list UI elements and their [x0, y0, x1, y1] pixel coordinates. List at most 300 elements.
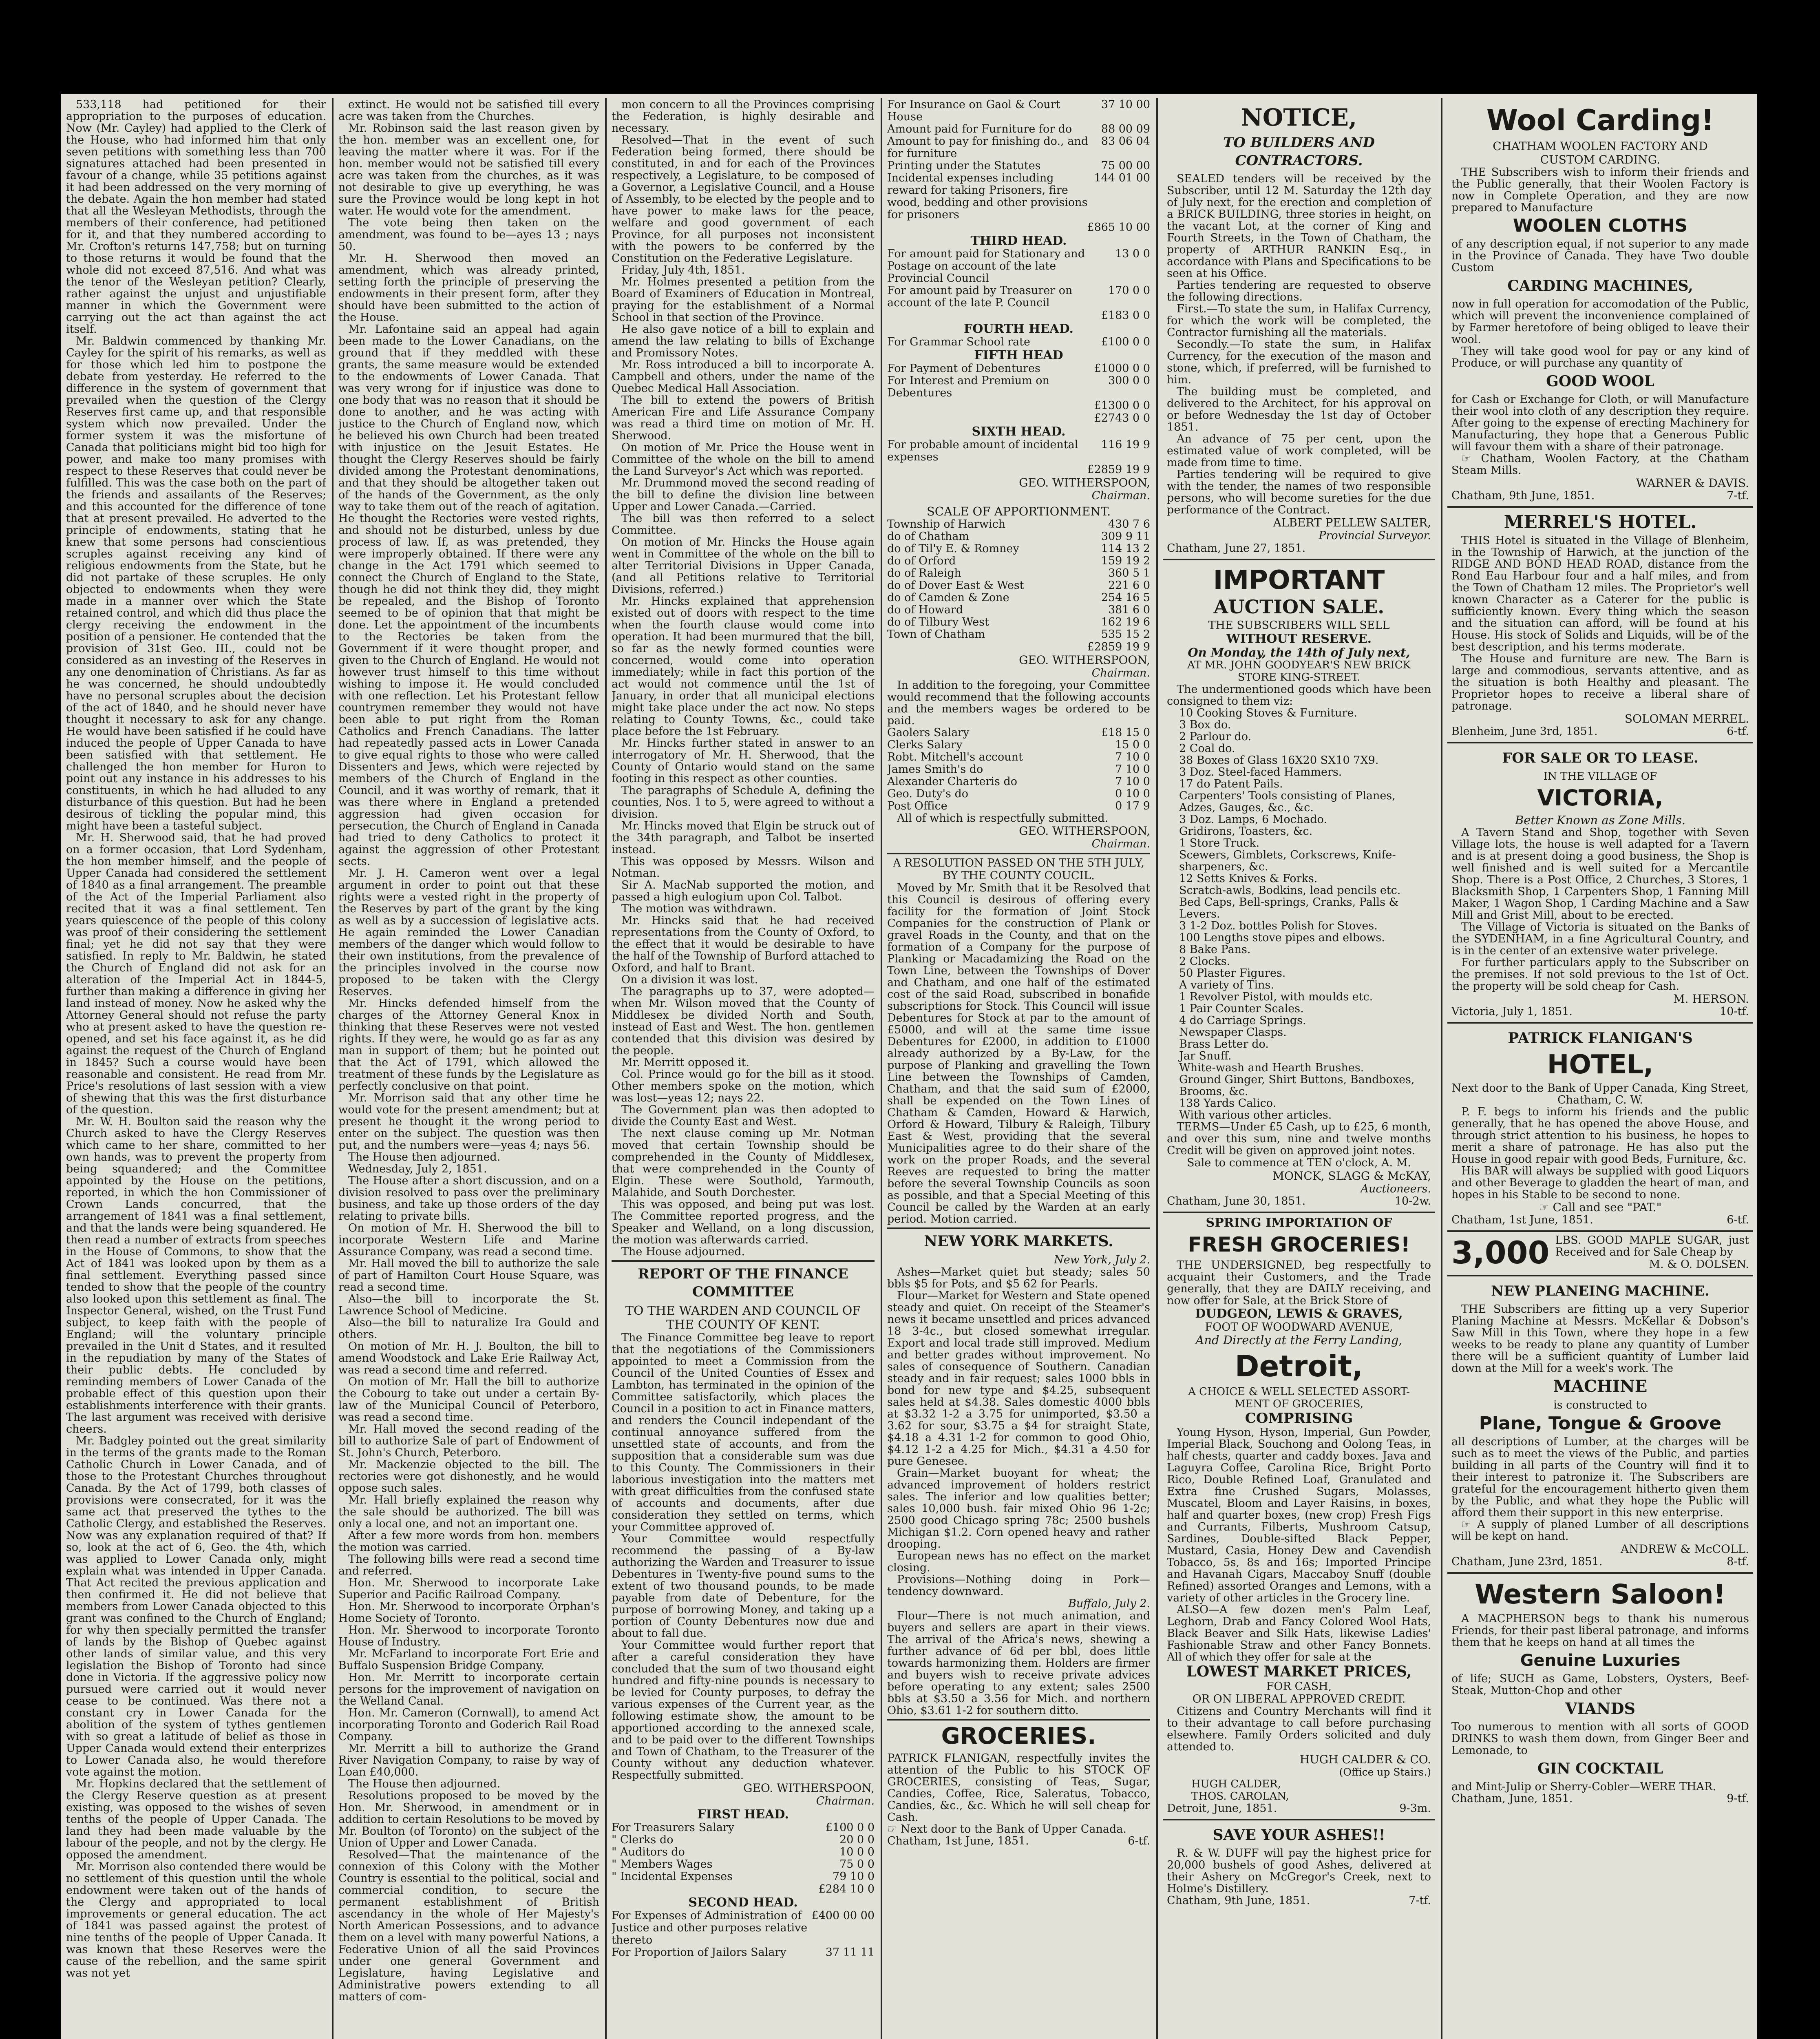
markets-title: NEW YORK MARKETS. — [924, 1233, 1113, 1250]
auction-item: 8 Bake Pans. — [1179, 943, 1251, 956]
article-paragraph: On motion of Mr. Hincks the House again went in Committee of the whole on the bill to alter Territorial Divisions in Upper Canada, (and all Petitions relative to Territorial Divisions, referred.) — [612, 536, 875, 596]
victoria-title: VICTORIA, — [1537, 785, 1663, 811]
table-row — [612, 1858, 875, 1871]
row-value: 221 6 0 — [1108, 579, 1150, 592]
section-rule — [612, 1260, 875, 1262]
wool-body5: for Cash or Exchange for Cloth, or will Manufacture their wool into cloth of any description they require. After going to the expense of erecting Machinery for Manufacturing, they hope that a Generous Public will favour them with a share of their patronage. — [1451, 393, 1749, 453]
notice-signature: ALBERT PELLEW SALTER, — [1273, 516, 1431, 529]
row-label: do of Howard — [887, 604, 963, 616]
row-label: Alexander Charteris do — [887, 775, 1017, 788]
column-6-ads — [1447, 99, 1753, 1807]
column-2 — [338, 99, 599, 2039]
row-value: 13 0 0 — [1115, 248, 1150, 260]
article-paragraph: An advance of 75 per cent, upon the estimated value of work completed, will be made from time to time. — [1167, 433, 1431, 469]
article-paragraph: Hon. Mr. Merritt to incorporate certain persons for the improvement of navigation on the Welland Canal. — [338, 1671, 599, 1707]
row-value: 37 10 00 — [1101, 99, 1150, 111]
row-label: Clerks Salary — [887, 739, 963, 751]
article-paragraph: Friday, July 4th, 1851. — [621, 264, 745, 276]
row-label: For Interest and Premium on Debentures — [887, 374, 1049, 399]
row-label: Post Office — [887, 800, 948, 812]
article-paragraph: Provisions—Nothing doing in Pork—tendency downward. — [887, 1573, 1150, 1598]
auction-item: With various other articles. — [1179, 1109, 1332, 1121]
planing-body3: ☞ A supply of planed Lumber of all descriptions will be kept on hand. — [1451, 1518, 1749, 1543]
pf-body: P. F. begs to inform his friends and the public generally, that he has opened the above House, and through strict attention to his business, he hopes to merit a share of patronage. He has also put the House in good repair with good Beds, Furniture, &c. — [1451, 1106, 1749, 1165]
article-paragraph: Mr. Hall briefly explained the reason why the sale should be authorized. The bill was only a local one, and not an important one. — [338, 1494, 599, 1530]
notice-subtitle: TO BUILDERS AND CONTRACTORS. — [1223, 135, 1375, 169]
table-row — [887, 123, 1150, 135]
pf-title: PATRICK FLANIGAN'S — [1508, 1030, 1693, 1047]
row-label: For probable amount of incidental expenses — [887, 438, 1078, 463]
important-title: IMPORTANT — [1213, 565, 1385, 595]
article-paragraph: Mr. Merritt a bill to authorize the Grand River Navigation Company, to raise by way of Loan £40,000. — [338, 1742, 599, 1778]
dateline — [1451, 1556, 1749, 1568]
ptg-title: Plane, Tongue & Groove — [1479, 1413, 1722, 1434]
fresh-code: 9-3m. — [1399, 1802, 1431, 1815]
row-value: 144 01 00 — [1094, 172, 1150, 184]
article-paragraph: Hon. Mr. Sherwood to incorporate Lake Superior and Pacific Railroad Company. — [338, 1577, 599, 1601]
auction-item: 17 do Patent Pails. — [1179, 778, 1283, 790]
row-label: For Payment of Debentures — [887, 362, 1040, 375]
planing-ad — [1447, 1276, 1753, 1574]
notice-title: NOTICE, — [1241, 104, 1357, 131]
row-value: 159 19 2 — [1101, 555, 1150, 567]
auction-item: 3 Doz. Lamps, 6 Mochado. — [1179, 813, 1327, 826]
total: £865 10 00 — [1087, 221, 1150, 234]
fresh-also: ALSO—A few dozen men's Palm Leaf, Leghorn, Drab and Fancy Colored Wool Hats, Black Beaver and Silk Hats, likewise Ladies' Fashionable Straw and other Fancy Bonnets. All of which they offer for sale at the — [1167, 1603, 1431, 1663]
article-paragraph: Hon. Mr. Sherwood to incorporate Orphan's Home Society of Toronto. — [338, 1600, 599, 1625]
fresh-assort1: A CHOICE & WELL SELECTED ASSORT- — [1188, 1386, 1410, 1398]
pf-address: Next door to the Bank of Upper Canada, King Street, Chatham, C. W. — [1451, 1082, 1749, 1106]
sixth-head: SIXTH HEAD. — [972, 425, 1066, 439]
wool-body2: of any description equal, if not superior to any made in the Province of Canada. They have Two double Custom — [1451, 238, 1749, 274]
groceries-date: Chatham, 1st June, 1851. — [887, 1835, 1029, 1847]
dateline — [1451, 1214, 1749, 1226]
row-label: For Grammar School rate — [887, 336, 1030, 348]
resolution-body: Moved by Mr. Smith that it be Resolved that this Council is desirous of offering every facility for the formation of Joint Stock Companies for the construction of Plank or gravel Roads in the County, and that on the formation of a Company for the purpose of Planking or Macadamizing the Road on the Town Line, between the Townships of Dover and Chatham, and one half of the estimated cost of the said Road, subscribed in bonafide subscriptions for Stock. This Council will issue Debentures for Stock at par to the amount of £5000, and will at the same time issue Debentures for £2000, in addition to £1000 already authorized by a By-Law, for the purpose of Planking and gravelling the Town Line between the Townships of Camden, Chatham, and that the said sum of £2000, shall be expended on the Town Lines of Chatham & Camden, Howard & Harwich, Orford & Howard, Tilbury & Raleigh, Tilbury East & West, providing that the several Municipalities agree to do their share of the work on the proper Roads, and the several Reeves are requested to bring the matter before the several Township Councils as soon as possible, and that a Special Meeting of this Council be called by the Warden at an early period. Motion carried. — [887, 882, 1150, 1225]
table-row — [887, 285, 1150, 309]
article-paragraph: SEALED tenders will be received by the Subscriber, until 12 M. Saturday the 12th day of July next, for the erection and completion of a BRICK BUILDING, three stories in height, on the vacant Lot, at the corner of King and Fourth Streets, in the Town of Chatham, the property of ARTHUR RANKIN Esq., in accordance with Plans and Specifications to be seen at his Office. — [1167, 172, 1431, 280]
auction-item: Ground Ginger, Shirt Buttons, Bandboxes, Brooms, &c. — [1179, 1073, 1415, 1098]
row-value: £100 0 0 — [825, 1821, 875, 1834]
article-paragraph: On motion of Mr. H. J. Boulton, the bill to amend Woodstock and Lake Erie Railway Act, was read a second time and referred. — [338, 1340, 599, 1376]
hotel-title: HOTEL, — [1547, 1050, 1654, 1080]
fresh-landing: And Directly at the Ferry Landing, — [1195, 1333, 1403, 1347]
article-paragraph: Mr. Mackenzie objected to the bill. The rectories were got dishonestly, and he would oppose such sales. — [338, 1458, 599, 1495]
row-value: 83 06 04 — [1101, 135, 1150, 148]
sale-body: A Tavern Stand and Shop, together with Seven Village lots, the house is well adapted for a Tavern and is at present doing a good business, the Shop is well finished and is well suited for a Mercantile Shop. There is a Post Office, 2 Churches, 3 Stores, 1 Blacksmith Shop, 1 Carpenters Shop, 1 Fanning Mill Maker, 1 Wagon Shop, 1 Carding Machine and a Saw Mill and Grist Mill, about to be erected. — [1451, 826, 1749, 922]
sale-ad — [1447, 743, 1753, 1024]
wool-ad — [1447, 99, 1753, 508]
woolen-cloths: WOOLEN CLOTHS — [1513, 215, 1688, 236]
fresh-body: THE UNDERSIGNED, beg respectfully to acquaint their Customers, and the Trade generally, that they are DAILY receiving, and now offer for Sale, at the Brick Store of — [1167, 1259, 1431, 1307]
total: £1300 0 0 — [1094, 399, 1150, 412]
article-paragraph: Flour—Market for Western and State opened steady and quiet. On receipt of the Steamer's news it became unsettled and prices advanced 18 3-4c., but closed somewhat irregular. Export and local trade still improved. Medium and better grades without improvement. No sales of consequence of Southern. Canadian steady and in fair request; sales 1000 bbls in bond for new type and $4.25, subsequent sales held at $4.38. Sales domestic 4000 bbls at $3.32 1-2 a 3.75 for unimported, $3.50 a 3.62 for sour, $3.75 a $4 for straight State, $4.18 a 4.31 1-2 for common to good Ohio, $4.12 1-2 a 4.25 for Mich., $4.31 a 4.50 for pure Genesee. — [887, 1289, 1150, 1468]
table-row — [887, 543, 1150, 555]
column-3 — [612, 99, 875, 2039]
column-4 — [887, 99, 1150, 2039]
pf-hotel-ad — [1447, 1024, 1753, 1232]
article-paragraph: The House then adjourned. — [348, 1151, 501, 1163]
planing-body2: all descriptions of Lumber, at the charges will be such as to meet the views of the Public, and parties building in all parts of the Country will find it to their interest to patronize it. The Subscribers are grateful for the encouragement hitherto given them by the Public, and what they hope the Public will afford them their support in this new enterprise. — [1451, 1435, 1749, 1519]
article-paragraph: The bill to extend the powers of British American Fire and Life Assurance Company was read a third time on motion of Mr. H. Sherwood. — [612, 394, 875, 442]
row-value: 170 0 0 — [1108, 284, 1150, 297]
table-row — [887, 800, 1150, 812]
auction-item: 1 Store Truck. — [1179, 837, 1260, 849]
signature-title: Chairman. — [1091, 667, 1150, 679]
auction-item: Scewers, Gimblets, Corkscrews, Knife-sharpeners, &c. — [1179, 849, 1396, 873]
planing-code: 8-tf. — [1727, 1555, 1749, 1568]
good-wool: GOOD WOOL — [1546, 373, 1654, 390]
saloon-body2: of life; SUCH as Game, Lobsters, Oysters, Beef-Steak, Mutton-Chop and other — [1451, 1672, 1749, 1697]
article-paragraph: The House after a short discussion, and on a division resolved to pass over the preliminary business, and take up those orders of the day relating to private bills. — [338, 1174, 599, 1223]
planing-date: Chatham, June 23rd, 1851. — [1451, 1555, 1603, 1568]
merrel-body2: The House and furniture are new. The Barn is large and commodious, servants attentive, and as the situation is both Healthy and pleasant. The Proprietor hopes to receive a liberal share of patronage. — [1451, 652, 1749, 712]
table-row — [887, 628, 1150, 641]
article-paragraph: Mr. Drummond moved the second reading of the bill to define the division line between Upper and Lower Canada.—Carried. — [612, 477, 875, 513]
auction-item: 50 Plaster Figures. — [1179, 967, 1286, 980]
dateline — [1451, 490, 1749, 502]
row-label: do of Dover East & West — [887, 579, 1024, 592]
column-3-text — [612, 99, 875, 1258]
markets-dateline: New York, July 2. — [1054, 1254, 1150, 1266]
article-paragraph: Mr. Ross introduced a bill to incorporate A. Campbell and others, under the name of the Quebec Medical Hall Association. — [612, 358, 875, 395]
article-paragraph: Mr. Holmes presented a petition from the Board of Examiners of Education in Montreal, praying for the establishment of a Normal School in that section of the Province. — [612, 276, 875, 324]
article-paragraph: First.—To state the sum, in Halifax Currency, for which the work will be completed, the Contractor furnishing all the materials. — [1167, 303, 1431, 339]
auction-when: On Monday, the 14th of July next, — [1188, 646, 1410, 659]
planing-signature: ANDREW & McCOLL. — [1620, 1542, 1749, 1556]
total: £2859 19 9 — [1087, 641, 1150, 653]
table-row — [887, 248, 1150, 285]
article-paragraph: Resolved—That the maintenance of the connexion of this Colony with the Mother Country is essential to the political, social and commercial condition, to secure the permanent establishment of British ascendancy in the whole of Her Majesty's North American Possessions, and to advance them on a level with many powerful Nations, a Federative Union of all the said Provinces under one general Government and Legislature, having Legislative and Administrative powers extending to all matters of com- — [338, 1849, 599, 2003]
groceries-code: 6-tf. — [1128, 1835, 1150, 1847]
row-label: For amount paid for Stationary and Postage on account of the late Provincial Council — [887, 248, 1085, 285]
article-paragraph: Mr. Baldwin commenced by thanking Mr. Cayley for the spirit of his remarks, as well as for those which led him to postpone the debate from yesterday. He referred to the difference in the system of government that prevailed when the question of the Clergy Reserves first came up, and that responsible system which now prevailed. Under the former system it was the misfortune of Canada that politicians might bid too high for power, and make too many promises with respect to these Reserves that could never be fulfilled. This was the case both on the part of the friends and assailants of the Reserves; and this accounted for the difference of tone that at present prevailed. He adverted to the principle of endowments, stating that he knew that some persons had conscientious scruples against receiving any kind of religious endowments from the State, but he did not partake of these scruples. He only objected to endowments when they were made in a manner over which the State retained control, and which did thus place the clergy receiving the endowment in the position of a pensioner. He contended that the provision of 31st Geo. III., could not be considered as an investing of the Reserves in any one denomination of Christians. As far as he was concerned, he should undoubtedly have no personal scruples about the decision of the act of 1840, and he should never have thought it necessary to ask for any change. He would have been satisfied if he could have induced the people of Upper Canada to have been satisfied with that settlement. He challenged the hon member for Huron to point out any instance in his addresses to his constituents, in which he had alluded to any disturbance of this question. But had he been desirous of tickling the popular mind, this might have been a tasteful subject. — [66, 335, 326, 832]
article-paragraph: Your Committee would respectfully recommend the passing of a By-law authorizing the Warden and Treasurer to issue Debentures in Twenty-five pound sums to the extent of two thousand pounds, to be made payable from date of Debenture, for the purpose of borrowing Money, and taking up a portion of County Debentures now due and about to fall due. — [612, 1533, 875, 1640]
row-value: 360 5 1 — [1108, 567, 1150, 579]
article-paragraph: Mr. Robinson said the last reason given by the hon. member was an excellent one, for leaving the matter where it was. For if the hon. member would not be satisfied till every acre was taken from the churches, as it was not desirable to give up everything, he was sure the Province would be long kept in hot water. He would vote for the amendment. — [338, 122, 599, 217]
auction-item: Jar Snuff. — [1179, 1050, 1232, 1062]
sale-body3: For further particulars apply to the Subscriber on the premises. If not sold previous to the 1st of Oct. the property will be sold cheap for Cash. — [1451, 956, 1749, 993]
article-paragraph: The House adjourned. — [621, 1245, 745, 1258]
saloon-date: Chatham, June, 1851. — [1451, 1792, 1573, 1805]
fresh-date: Detroit, June, 1851. — [1167, 1802, 1277, 1815]
spring-title: SPRING IMPORTATION OF — [1206, 1216, 1392, 1230]
groceries-foot: ☞ Next door to the Bank of Upper Canada. — [887, 1823, 1126, 1836]
table-row — [887, 439, 1150, 463]
auction-item: 100 Lengths stove pipes and elbows. — [1179, 931, 1385, 944]
groceries-body: PATRICK FLANIGAN, respectfully invites the attention of the Public to his STOCK OF GROCERIES, consisting of Teas, Sugar, Candies, Coffee, Rice, Saleratus, Tobacco, Candies, &c., &c. Which he will sell cheap for Cash. — [887, 1752, 1150, 1824]
first-head: FIRST HEAD. — [697, 1807, 789, 1822]
table-row — [887, 616, 1150, 628]
wool-body4: They will take good wool for pay or any kind of Produce, or will purchase any quantity of — [1451, 345, 1749, 369]
article-paragraph: On motion of Mr. Price the House went in Committee of the whole on the bill to amend the Land Surveyor's Act which was reported. — [612, 441, 875, 478]
finance-signature-title: Chairman. — [816, 1795, 875, 1807]
column-2-text — [338, 99, 599, 2003]
wool-date: Chatham, 9th June, 1851. — [1451, 489, 1595, 502]
table-row — [612, 1910, 875, 1946]
auction-code: 10-2w. — [1394, 1195, 1431, 1207]
table-row — [887, 375, 1150, 399]
sale-subtitle: IN THE VILLAGE OF — [1543, 770, 1657, 783]
fresh-signature-note: (Office up Stairs.) — [1339, 1766, 1431, 1778]
article-paragraph: The next clause coming up Mr. Notman moved that certain Township should be comprehended in the County of Middlesex, that were comprehended in the County of Elgin. These were Southold, Yarmouth, Malahide, and South Dorchester. — [612, 1127, 875, 1199]
merrel-date: Blenheim, June 3rd, 1851. — [1451, 725, 1598, 738]
column-5-ads — [1163, 99, 1435, 1909]
buffalo-body: Flour—There is not much animation, and buyers and sellers are apart in their views. The arrival of the Africa's news, shewing a further advance of 6d per bbl, does little towards harmonizing them. Holders are firmer and buyers wish to receive private advices before operating to any extent; sales 2500 bbls at $3.50 a 3.56 for Mich. and northern Ohio, $3.61 1-2 for southern ditto. — [887, 1610, 1150, 1717]
auction-intro: The undermentioned goods which have been consigned to them viz: — [1167, 683, 1431, 708]
auction-where: AT MR. JOHN GOODYEAR'S NEW BRICK STORE KING-STREET. — [1187, 659, 1411, 683]
viands: VIANDS — [1565, 1699, 1635, 1718]
genuine-luxuries: Genuine Luxuries — [1520, 1651, 1681, 1670]
row-value: 7 10 0 — [1115, 763, 1150, 776]
row-value: £1000 0 0 — [1094, 362, 1150, 375]
lowest-prices: LOWEST MARKET PRICES, — [1186, 1663, 1412, 1680]
table-row — [887, 518, 1150, 531]
row-value: 7 10 0 — [1115, 751, 1150, 763]
article-paragraph: The motion was withdrawn. — [621, 902, 777, 915]
column-6 — [1447, 99, 1753, 2039]
article-paragraph: Mr. Badgley pointed out the great similarity in the terms of the grants made to the Roman Catholic Church in Lower Canada, and of those to the Protestant Churches throughout Canada. By the Act of 1799, both classes of provisions were consecrated, for it was the same act that preserved the tythes to the Catholic Clergy, and established the Reserves. Now was any explanation required of that? If so, look at the act of 6, Geo. the 4th, which was applied to Lower Canada only, might explain what was intended in Upper Canada. That Act recited the previous application and then confirmed it. He did not believe that members from Lower Canada objected to this grant was confined to the Church of England; for why then specially permitted the transfer of lands by the Bishop of Quebec against other lands of similar value, and this very legislation the Bishop of Toronto had since done in Victoria. If the aggressive policy now pursued were carried out it would never cease to be continued. Was there not a constant cry in Lower Canada for the abolition of the system of tythes gentlemen with so great a latitude of belief as those in Upper Canada would extend their enterprizes to Lower Canada also, he would therefore vote against the motion. — [66, 1435, 326, 1778]
article-paragraph: The paragraphs up to 37, were adopted—when Mr. Wilson moved that the County of Middlesex be divided North and South, instead of East and West. The hon. gentlemen contended that this division was desired by the people. — [612, 985, 875, 1057]
table-row — [887, 363, 1150, 375]
row-value: £400 00 00 — [811, 1909, 875, 1922]
row-value: 88 00 09 — [1101, 123, 1150, 135]
wool-sub1: CHATHAM WOOLEN FACTORY AND — [1493, 139, 1708, 153]
table-row — [887, 776, 1150, 788]
row-label: For amount paid by Treasurer on account of the late P. Council — [887, 284, 1073, 309]
article-paragraph: Parties tendering are requested to observe the following directions. — [1167, 279, 1431, 303]
saloon-code: 9-tf. — [1727, 1792, 1749, 1805]
auction-signature: MONCK, SLAGG & McKAY, — [1272, 1169, 1431, 1183]
row-label: Printing under the Statutes — [887, 159, 1041, 172]
article-paragraph: European news has no effect on the market closing. — [887, 1550, 1150, 1574]
auction-item: 3 1-2 Doz. bottles Polish for Stoves. — [1179, 920, 1378, 932]
table-row — [612, 1946, 875, 1959]
article-paragraph: Mr. Hincks further stated in answer to an interrogatory of Mr. H. Sherwood, that the County of Ontario would stand on the same footing in this respect as other counties. — [612, 737, 875, 785]
article-paragraph: Ashes—Market quiet but steady; sales 50 bbls $5 for Pots, and $5 62 for Pearls. — [887, 1266, 1150, 1290]
auction-sub2: WITHOUT RESERVE. — [1226, 632, 1372, 646]
column-1 — [66, 99, 326, 2039]
wool-body: THE Subscribers wish to inform their friends and the Public generally, that their Woolen Factory is now in Complete Operation, and they are now prepared to Manufacture — [1451, 166, 1749, 214]
dateline — [887, 1835, 1150, 1847]
article-paragraph: Col. Prince would go for the bill as it stood. Other members spoke on the motion, which was lost—yeas 12; nays 22. — [612, 1068, 875, 1104]
finance-report — [612, 1265, 875, 1959]
auction-item: 38 Boxes of Glass 16X20 SX10 7X9. — [1179, 754, 1379, 767]
article-paragraph: He also gave notice of a bill to explain and amend the law relating to bills of Exchange and Promissory Notes. — [612, 323, 875, 359]
article-paragraph: Mr. McFarland to incorporate Fort Erie and Buffalo Suspension Bridge Company. — [338, 1648, 599, 1672]
column-rule — [881, 98, 882, 2039]
row-label: Geo. Duty's do — [887, 787, 969, 800]
total: £183 0 0 — [1101, 309, 1150, 322]
auction-item: 2 Coal do. — [1179, 742, 1235, 755]
wool-sub2: CUSTOM CARDING. — [1540, 153, 1661, 166]
article-paragraph: Mr. Merritt opposed it. — [621, 1056, 749, 1069]
article-paragraph: Your Committee would further report that after a careful consideration they have concluded that the sum of two thousand eight hundred and fifty-nine pounds is necessary to be levied for County purposes, to defray the various expenses of the Current year, as the following estimate show, the amount to be apportioned according to the annexed scale, and to be paid over to the different Townships and Town of Chatham, to the Treasurer of the County without any deduction whatever. Respectfully submitted. — [612, 1639, 875, 1782]
finance-signature: GEO. WITHERSPOON, — [743, 1781, 875, 1795]
credit-body: Citizens and Country Merchants will find it to their advantage to call before purchasing elsewhere. Family Orders solicited and duly attended to. — [1167, 1705, 1431, 1753]
saloon-body3: Too numerous to mention with all sorts of GOOD DRINKS to wash them down, from Ginger Beer and Lemonade, to — [1451, 1721, 1749, 1757]
article-paragraph: Mr. W. H. Boulton said the reason why the Church asked to have the Clergy Reserves which came to her share, committed to her own hands, was to prevent the property from being squandered; and the Committee appointed by the House on the petitions, reported, in which the hon Commissioner of Crown Lands concurred, that the arrangement of 1841 was a final settlement, and that the lands were being squandered. He then read a number of extracts from speeches in the House of Commons, to show that the Act of 1841 was looked upon by them as a final settlement. Everything passed since tended to show that the people of the country also looked upon this settlement as final. The Inspector General, wished, on the Trust Fund subject, to keep faith with the people of England; will the voluntary principle prevailed in the Unit d States, and it resulted in the repudiation by many of the States of their public debts. He concluded by reminding members of Lower Canada of the probable effect of this question upon their establishments interference with their grants. The last argument was received with derisive cheers. — [66, 1115, 326, 1435]
notice-signature-title: Provincial Surveyor. — [1319, 529, 1431, 542]
sale-body2: The Village of Victoria is situated on the Banks of the SYDENHAM, in a fine Agricultural Country, and is in the center of an extensive water privelege. — [1451, 921, 1749, 957]
column-1-text — [66, 99, 326, 1979]
merrel-title: MERREL'S HOTEL. — [1504, 512, 1697, 533]
finance-body — [612, 1332, 875, 1781]
fresh-title: FRESH GROCERIES! — [1188, 1233, 1410, 1256]
saloon-title: Western Saloon! — [1475, 1579, 1726, 1610]
maple-ad — [1447, 1232, 1753, 1276]
article-paragraph: Wednesday, July 2, 1851. — [348, 1163, 487, 1175]
row-label: For Insurance on Gaol & Court House — [887, 99, 1060, 123]
article-paragraph: Mr. H. Sherwood then moved an amendment, which was already printed, setting forth the principle of preserving the endowments in their present form, after they should have been submitted to the action of the House. — [338, 252, 599, 324]
row-label: " Auditors do — [612, 1846, 685, 1858]
row-value: 430 7 6 — [1108, 518, 1150, 531]
auction-item: 138 Yards Calico. — [1179, 1097, 1277, 1110]
row-label: " Members Wages — [612, 1858, 713, 1871]
finance-continued — [887, 99, 1150, 1847]
article-paragraph: Mr. Hincks explained that apprehension existed out of doors with respect to the time when the fourth clause would come into operation. It had been murmured that the bill, so far as the newly formed counties were concerned, would come into operation immediately; while in fact this portion of the act would not commence until the 1st of January, in order that all municipal elections might take place under the act now. No steps relating to County Towns, &c., could take place before the 1st February. — [612, 595, 875, 738]
row-value: 37 11 11 — [825, 1946, 875, 1959]
row-label: Amount to pay for finishing do., and for furniture — [887, 135, 1088, 160]
article-paragraph: The House then adjourned. — [348, 1778, 501, 1790]
notice-ad — [1163, 99, 1435, 560]
signature-title: Chairman. — [1091, 838, 1150, 850]
groceries-title: GROCERIES. — [941, 1723, 1096, 1749]
salaries-close: All of which is respectfully submitted. — [897, 812, 1109, 825]
wool-foot: ☞ Chatham, Woolen Factory, at the Chatham Steam Mills. — [1451, 452, 1749, 477]
sale-code: 10-tf. — [1720, 1005, 1749, 1018]
table-row — [887, 727, 1150, 739]
row-value: 300 0 0 — [1108, 374, 1150, 387]
row-value: 75 0 0 — [839, 1858, 875, 1871]
row-label: For Expenses of Administration of Justice and other purposes relative thereto — [612, 1909, 808, 1946]
row-value: 381 6 0 — [1108, 604, 1150, 616]
article-paragraph: The paragraphs of Schedule A, defining the counties, Nos. 1 to 5, were agreed to without a division. — [612, 784, 875, 820]
fresh-assort2: MENT OF GROCERIES, — [1234, 1398, 1364, 1410]
auction-item: 10 Cooking Stoves & Furniture. — [1179, 707, 1358, 719]
auction-item: Newspaper Clasps. — [1179, 1026, 1287, 1039]
row-value: 535 15 2 — [1101, 628, 1150, 641]
first-head-table — [612, 1822, 875, 1883]
row-value: 114 13 2 — [1101, 542, 1150, 555]
table-row — [887, 99, 1150, 123]
auction-item: Brass Letter do. — [1179, 1038, 1269, 1050]
table-row — [887, 751, 1150, 763]
article-paragraph: The Finance Committee beg leave to report that the negotiations of the Commissioners appointed to meet a Commission from the Council of the United Counties of Essex and Lambton, has terminated in the opinion of the Committee satisfactorily, which places the Council in a position to act in Finance matters, and renders the Council independant of the continual annoyance suffered from the unsettled state of accounts, and from the supposition that a considerable sum was due to this County. The Commissioners in their laborious investigation into the matters met with great difficulties from the confused state of accounts and documents, after due consideration they settled on terms, which your Committee approved of. — [612, 1331, 875, 1533]
auction-item: White-wash and Hearth Brushes. — [1179, 1062, 1364, 1074]
section-rule — [887, 1719, 1150, 1721]
scale-title: SCALE OF APPORTIONMENT. — [926, 504, 1111, 518]
row-value: 116 19 9 — [1101, 438, 1150, 451]
fifth-head: FIFTH HEAD — [974, 348, 1063, 363]
row-label: " Incidental Expenses — [612, 1870, 733, 1883]
table-row — [887, 739, 1150, 751]
table-row — [887, 135, 1150, 160]
auction-commence: Sale to commence at TEN o'clock, A. M. — [1187, 1157, 1411, 1169]
auction-title: AUCTION SALE. — [1213, 596, 1385, 618]
row-value: 309 9 11 — [1101, 530, 1150, 543]
article-paragraph: Mr. Morrison said that any other time he would vote for the present amendment; but at present he thought it the wrong period to enter on the subject. The question was then put, and the numbers were—yeas 4; nays 56. — [338, 1092, 599, 1152]
third-head: THIRD HEAD. — [970, 234, 1067, 248]
article-paragraph: Mr. Hincks said that he had received representations from the County of Oxford, to the effect that it would be desirable to have the half of the Township of Burford attached to Oxford, and half to Brant. — [612, 914, 875, 974]
table-row — [887, 763, 1150, 776]
groceries-ad — [1163, 1213, 1435, 1820]
merrel-signature: SOLOMAN MERREL. — [1624, 712, 1749, 725]
table-row — [887, 592, 1150, 604]
table-row — [887, 172, 1150, 221]
maple-number: 3,000 — [1451, 1234, 1550, 1271]
article-paragraph: On motion of Mr. H. Sherwood the bill to incorporate Western Life and Marine Assurance Company, was read a second time. — [338, 1222, 599, 1258]
maple-text: LBS. GOOD MAPLE SUGAR, just Received and for Sale Cheap by — [1555, 1234, 1749, 1258]
wool-code: 7-tf. — [1727, 489, 1749, 502]
article-paragraph: Mr. H. Sherwood said, that he had proved on a former occasion, that Lord Sydenham, the hon member himself, and the people of Upper Canada had considered the settlement of 1840 as a final arrangement. The preamble of the Act of the Imperial Parliament also recited that it was a final settlement. Ten years quiescence of the people of this colony was proof of their considering the settlement final; yet he did not say that they were satisfied. In reply to Mr. Baldwin, he stated the Church of England did not ask for an alteration of the Imperial Act in 1844-5, further than making a difference in giving her land instead of money. Now he asked why the Attorney General should not refuse the party who at present asked to have the question re-opened, and set his face against it, as he did against the request of the Church of England in 1845? Such a course would have been reasonable and consistent. He read from Mr. Price's resolutions of last session with a view of shewing that this was the first disturbance of the question. — [66, 832, 326, 1116]
wool-title: Wool Carding! — [1486, 104, 1714, 137]
finance-subtitle: TO THE WARDEN AND COUNCIL OF THE COUNTY OF KENT. — [625, 1304, 861, 1332]
dateline — [1167, 1195, 1431, 1207]
salaries-intro: In addition to the foregoing, your Committee would recommend that the following accounts and the members wages be ordered to be paid. — [887, 679, 1150, 727]
article-paragraph: Also—the bill to naturalize Ira Gould and others. — [338, 1316, 599, 1341]
row-label: do of Camden & Zone — [887, 591, 1009, 604]
row-value: 79 10 0 — [832, 1870, 875, 1883]
article-paragraph: Mr. Hall moved the second reading of the bill to authorize Sale of part of Endowment of St. John's Church, Peterboro. — [338, 1423, 599, 1459]
for-cash: FOR CASH, — [1266, 1680, 1332, 1693]
sale-signature: M. HERSON. — [1673, 992, 1749, 1006]
article-paragraph: Mr. Hopkins declared that the settlement of the Clergy Reserve question as at present existing, was opposed to the wishes of seven tenths of the people of Upper Canada. The land they had been made valuable by the labour of the people, and not by the clergy. He opposed the amendment. — [66, 1778, 326, 1861]
row-label: do of Raleigh — [887, 567, 961, 579]
article-paragraph: Mr. Hincks defended himself from the charges of the Attorney General Knox in thinking that these Reserves were not vested rights. If they were, he would go as far as any man in support of them; but he pointed out that the Act of 1791, which allowed the treatment of these funds by the Legislature as perfectly conclusive on that point. — [338, 997, 599, 1092]
pf-code: 6-tf. — [1727, 1214, 1749, 1226]
row-label: do of Chatham — [887, 530, 970, 543]
table-row — [612, 1846, 875, 1858]
constructed: is constructed to — [1553, 1399, 1647, 1411]
column-rule — [332, 98, 334, 2039]
ashes-ad — [1163, 1820, 1435, 1909]
article-paragraph: Secondly.—To state the sum, in Halifax Currency, for the execution of the mason and stone, which, if preferred, will be furnished to him. — [1167, 338, 1431, 386]
article-paragraph: Hon. Mr. Sherwood to incorporate Toronto House of Industry. — [338, 1624, 599, 1648]
dateline — [1451, 1006, 1749, 1018]
machine-title: MACHINE — [1553, 1377, 1648, 1396]
dateline — [1451, 725, 1749, 738]
saloon-body: A MACPHERSON begs to thank his numerous Friends, for their past liberal patronage, and informs them that he keeps on hand at all times the — [1451, 1612, 1749, 1649]
table-row — [887, 579, 1150, 592]
auction-item: 3 Doz. Steel-faced Hammers. — [1179, 766, 1342, 778]
row-value: 0 10 0 — [1115, 787, 1150, 800]
article-paragraph: Mr. Morrison also contended there would be no settlement of this question until the whole endowment were taken out of the hands of the Clergy and appropriated to local improvements or general education. The act of 1841 was passed against the protest of nine tenths of the people of Upper Canada. It was known that these Reserves were the cause of the rebellion, and the same spirit was not yet — [66, 1860, 326, 1979]
gin-cocktail: GIN COCKTAIL — [1537, 1760, 1663, 1777]
first-head-total: £284 10 0 — [818, 1883, 875, 1895]
auction-item: 2 Clocks. — [1179, 955, 1230, 968]
auction-item: 1 Revolver Pistol, with moulds etc. — [1179, 991, 1373, 1003]
row-value: 162 19 6 — [1101, 616, 1150, 628]
table-row — [887, 555, 1150, 567]
auction-item: 4 do Carriage Springs. — [1179, 1014, 1306, 1027]
dateline — [1167, 1895, 1431, 1907]
auction-item: Bed Caps, Bell-springs, Cranks, Palls & Levers. — [1179, 896, 1399, 920]
detroit-title: Detroit, — [1235, 1349, 1363, 1383]
row-label: Incidental expenses including reward for taking Prisoners, fire wood, bedding and other provisions for prisoners — [887, 172, 1088, 221]
article-paragraph: The bill was then referred to a select Committee. — [612, 512, 875, 537]
row-value: 0 17 9 — [1115, 800, 1150, 812]
table-row — [887, 788, 1150, 800]
newspaper-page — [61, 94, 1757, 2039]
saloon-body4: and Mint-Julip or Sherry-Cobler—WERE THAR. — [1451, 1780, 1716, 1793]
article-paragraph: The Government plan was then adopted to divide the County East and West. — [612, 1104, 875, 1128]
fresh-list: Young Hyson, Hyson, Imperial, Gun Powder, Imperial Black, Souchong and Oolong Teas, in half chests, quarter and caddy boxes. Java and Laguyra Coffee, Carolina Rice, Bright Porto Rico, Double Refined Loaf, Granulated and Extra fine Crushed Sugars, Molasses, Muscatel, Bloom and Layer Raisins, in boxes, half and quarter boxes, (new crop) Fresh Figs and Currants, Filberts, Mushroom Catsup, Sardines, Double-sifted Black Pepper, Mustard, Casia, Honey Dew and Cavendish Tobacco, 5s, 8s and 16s; Imported Principe and Havanah Cigars, Maccaboy Snuff (double Refined) assorted Oranges and Lemons, with a variety of other articles in the Grocery line. — [1167, 1426, 1431, 1604]
row-value: £100 0 0 — [1101, 336, 1150, 348]
auction-item: 2 Parlour do. — [1179, 730, 1252, 743]
row-value: £18 15 0 — [1101, 726, 1150, 739]
article-paragraph: Mr. Hall moved the bill to authorize the sale of part of Hamilton Court House Square, was read a second time. — [338, 1257, 599, 1294]
